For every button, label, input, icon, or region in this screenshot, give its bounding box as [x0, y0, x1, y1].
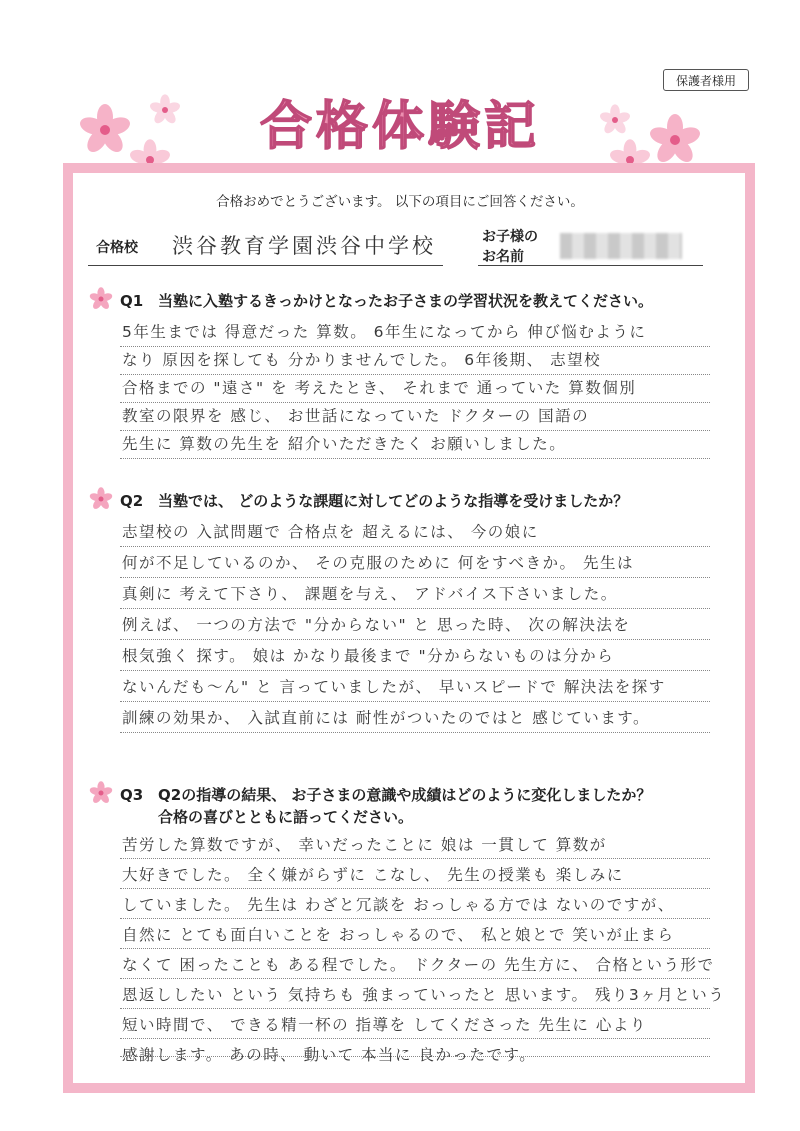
- child-name-underline: [478, 265, 703, 266]
- q1-rule-5: [120, 458, 710, 459]
- q3-answer-line: 感謝します。 あの時、 動いて 本当に 良かったです。: [122, 1046, 537, 1064]
- child-name-redacted: [560, 233, 682, 259]
- q3-answer-line: 恩返ししたい という 気持ちも 強まっていったと 思います。 残り3ヶ月という: [122, 986, 726, 1004]
- q2-answer-line: 根気強く 探す。 娘は かなり最後まで "分からないものは分から: [122, 647, 615, 665]
- q3-question-line2: 合格の喜びとともに語ってください。: [158, 808, 414, 826]
- q3-answer: [122, 830, 726, 1070]
- q1-question: 当塾に入塾するきっかけとなったお子さまの学習状況を教えてください。: [158, 292, 654, 310]
- school-value: 渋谷教育学園渋谷中学校: [172, 234, 436, 258]
- q3-heading: [120, 784, 651, 805]
- q2-answer: [122, 517, 712, 734]
- q2-answer-line: 志望校の 入試問題で 合格点を 超えるには、 今の娘に: [122, 523, 539, 541]
- q1-answer: [122, 318, 712, 458]
- school-label: 合格校: [96, 240, 138, 256]
- q1-answer-line: 先生に 算数の先生を 紹介いただきたく お願いしました。: [122, 435, 567, 453]
- child-name-label-line2: お名前: [482, 249, 524, 265]
- q1-answer-line: 教室の限界を 感じ、 お世話になっていた ドクターの 国語の: [122, 407, 590, 425]
- q1-answer-line: なり 原因を探しても 分かりませんでした。 6年後期、 志望校: [122, 351, 602, 369]
- q1-answer-line: 5年生までは 得意だった 算数。 6年生になってから 伸び悩むように: [122, 323, 647, 341]
- q2-question: 当塾では、 どのような課題に対してどのような指導を受けましたか？: [158, 492, 629, 510]
- q3-answer-line: 短い時間で、 できる精一杯の 指導を してくださった 先生に 心より: [122, 1016, 647, 1034]
- q1-number: Q1: [120, 292, 144, 310]
- q2-answer-line: 例えば、 一つの方法で "分からない" と 思った時、 次の解決法を: [122, 616, 631, 634]
- q1-heading: [120, 290, 653, 311]
- q2-answer-line: 訓練の効果か、 入試直前には 耐性がついたのではと 感じています。: [122, 709, 651, 727]
- q3-question: Q2の指導の結果、 お子さまの意識や成績はどのように変化しましたか？: [158, 786, 652, 804]
- q1-answer-line: 合格までの "遠さ" を 考えたとき、 それまで 通っていた 算数個別: [122, 379, 637, 397]
- q2-answer-line: 何が不足しているのか、 その克服のために 何をすべきか。 先生は: [122, 554, 634, 572]
- intro-text: 合格おめでとうございます。 以下の項目にご回答ください。: [216, 194, 584, 210]
- q3-answer-line: 苦労した算数ですが、 幸いだったことに 娘は 一貫して 算数が: [122, 836, 607, 854]
- blossom-bullet-q2-icon: [88, 486, 114, 512]
- q3-answer-line: していました。 先生は わざと冗談を おっしゃる方では ないのですが、: [122, 896, 675, 914]
- q3-answer-line: 大好きでした。 全く嫌がらずに こなし、 先生の授業も 楽しみに: [122, 866, 624, 884]
- page-title: 合格体験記: [259, 96, 540, 157]
- q2-number: Q2: [120, 492, 144, 510]
- q2-answer-line: ないんだも〜ん" と 言っていましたが、 早いスピードで 解決法を探す: [122, 678, 666, 696]
- child-name-label-line1: お子様の: [482, 229, 538, 245]
- q3-number: Q3: [120, 786, 144, 804]
- school-underline: [88, 265, 443, 266]
- q2-answer-line: 真剣に 考えて下さり、 課題を与え、 アドバイス下さいました。: [122, 585, 618, 603]
- blossom-bullet-q1-icon: [88, 286, 114, 312]
- q3-answer-line: なくて 困ったことも ある程でした。 ドクターの 先生方に、 合格という形で: [122, 956, 715, 974]
- q2-heading: [120, 490, 628, 511]
- q3-answer-line: 自然に とても面白いことを おっしゃるので、 私と娘とで 笑いが止まら: [122, 926, 675, 944]
- blossom-bullet-q3-icon: [88, 780, 114, 806]
- parent-use-badge: 保護者様用: [663, 69, 749, 91]
